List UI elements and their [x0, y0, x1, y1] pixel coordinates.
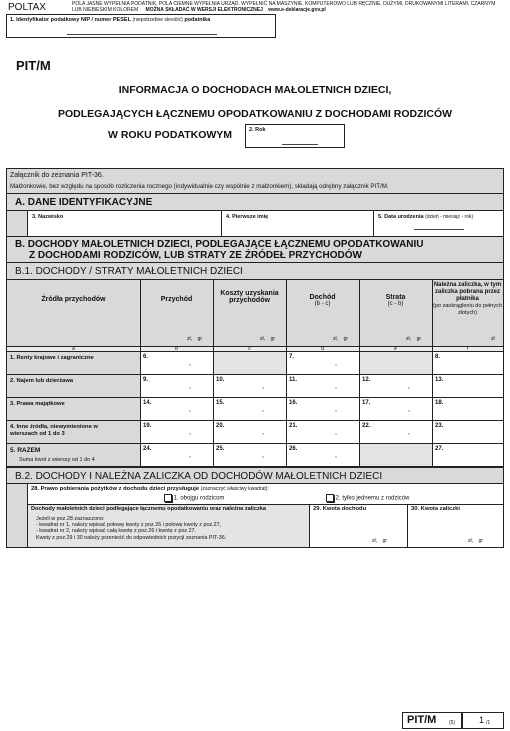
hdr-zlgr-e: zł, gr	[406, 336, 422, 342]
birth-date-label: 5. Data urodzenia	[378, 214, 424, 220]
letter-d: d	[321, 346, 324, 352]
instruction-line: - kwadrat nr 2, należy wpisać całą kwotę z poz.26 i kwotę z poz.27.	[36, 528, 196, 535]
section-b2-title: B.2. DOCHODY I NALEŻNA ZALICZKA OD DOCHODÓW MAŁOLETNICH DZIECI	[15, 471, 383, 482]
col-divider	[359, 280, 360, 474]
hdr-zl-f: zł	[491, 336, 495, 342]
field-16[interactable]: 16. ,	[286, 398, 359, 420]
field-19[interactable]: 19. ,	[140, 421, 213, 443]
field-15[interactable]: 15. ,	[213, 398, 286, 420]
footer-page: 1	[479, 715, 485, 725]
instruction-line: Kwoty z poz.29 i 30 należy przenieść do odpowiednich pozycji zeznania PIT-36.	[36, 534, 227, 541]
col-profit-label: Dochód	[309, 294, 336, 301]
section-b-title-line2: Z DOCHODAMI RODZICÓW, LUB STRATY ZE ŹRÓDEŁ PRZYCHODÓW	[29, 250, 362, 261]
checkbox-one[interactable]	[326, 494, 334, 502]
field-27[interactable]: 27.	[432, 444, 503, 466]
footer-version: (5)	[449, 720, 456, 726]
col-profit-sub: (b - c)	[314, 301, 331, 307]
instruction-line: - kwadrat nr 1, należy wpisać połowę kwoty z poz.26 i połowę kwoty z poz.27,	[36, 522, 222, 529]
col-advance-sub: (po zaokrągleniu do pełnych złotych)	[433, 303, 502, 316]
field-blank-e1	[359, 352, 432, 374]
option-both-parents[interactable]	[164, 494, 224, 502]
footer-pages: /1	[486, 720, 491, 726]
field-blank-e5	[359, 444, 432, 466]
letter-a: a	[72, 346, 75, 352]
form-title-line3: W ROKU PODATKOWYM	[108, 129, 233, 141]
field-25[interactable]: 25. ,	[213, 444, 286, 466]
footer-page-box	[462, 712, 504, 729]
letter-c: c	[248, 346, 251, 352]
row-label: 1. Renty krajowe i zagraniczne	[10, 355, 94, 361]
letter-b: b	[175, 346, 178, 352]
table-row	[7, 444, 503, 467]
field-22[interactable]: 22. ,	[359, 421, 432, 443]
col-costs: Koszty uzyskania przychodów	[220, 290, 279, 304]
hdr-zlgr-b: zł, gr	[187, 336, 203, 342]
option-one-parent[interactable]	[326, 494, 409, 502]
field-30[interactable]: 30. Kwota zaliczki zł, gr	[407, 505, 503, 547]
col-loss-sub: (c - b)	[387, 301, 404, 307]
nip-field[interactable]	[6, 14, 276, 38]
year-label: 2. Rok	[249, 127, 266, 133]
b2-instructions	[27, 505, 309, 547]
electronic-note: MOŻNA SKŁADAĆ W WERSJI ELEKTRONICZNEJ	[145, 7, 263, 13]
field-14[interactable]: 14. ,	[140, 398, 213, 420]
year-ticks	[282, 141, 318, 145]
b2-body	[7, 484, 503, 547]
surname-field[interactable]	[28, 211, 222, 236]
field-12[interactable]: 12. ,	[359, 375, 432, 397]
table-row	[7, 398, 503, 421]
field-26[interactable]: 26. ,	[286, 444, 359, 466]
field-6[interactable]: 6. ,	[140, 352, 213, 374]
form-title-line2: PODLEGAJĄCYCH ŁĄCZNEMU OPODATKOWANIU Z DOCHODAMI RODZICÓW	[57, 108, 453, 120]
field-8[interactable]: 8.	[432, 352, 503, 374]
section-b-header	[7, 237, 503, 263]
field-20[interactable]: 20. ,	[213, 421, 286, 443]
field-28-label: 28. Prawo pobierania pożytków z dochodu dzieci przysługuje	[31, 486, 200, 492]
field-11[interactable]: 11. ,	[286, 375, 359, 397]
main-form	[6, 168, 504, 548]
form-title-line1: INFORMACJA O DOCHODACH MAŁOLETNICH DZIECI,	[118, 84, 392, 96]
col-divider	[140, 280, 141, 474]
table-row	[7, 375, 503, 398]
table-row	[7, 421, 503, 444]
hdr-zlgr-c: zł, gr	[260, 336, 276, 342]
field-13[interactable]: 13.	[432, 375, 503, 397]
b2-row-label: Dochody małoletnich dzieci podlegające łącznemu opodatkowaniu oraz należna zaliczka	[31, 506, 266, 512]
row-label: 3. Prawa majątkowe	[10, 401, 65, 407]
checkbox-both[interactable]	[164, 494, 172, 502]
field-23[interactable]: 23.	[432, 421, 503, 443]
field-29-label: 29. Kwota dochodu	[313, 506, 367, 512]
row-label: 5. RAZEM	[10, 447, 41, 454]
nip-label: 1. Identyfikator podatkowy NIP / numer PESEL	[10, 17, 131, 23]
field-24[interactable]: 24. ,	[140, 444, 213, 466]
col-advance-label: Należna zaliczka, w tym zaliczka pobrana przez płatnika	[433, 282, 502, 302]
instruction-line: Jeżeli w poz.28 zaznaczono:	[36, 516, 105, 522]
row-label: 2. Najem lub dzierżawa	[10, 378, 74, 384]
footer-code-box	[402, 712, 462, 729]
col-advance	[432, 282, 503, 317]
field-29[interactable]: 29. Kwota dochodu zł, gr	[309, 505, 407, 547]
section-b-title-line1: B. DOCHODY MAŁOLETNICH DZIECI, PODLEGAJĄCE ŁĄCZNEMU OPODATKOWANIU	[15, 239, 424, 250]
birth-date-note: (dzień - miesiąc - rok)	[425, 214, 474, 220]
section-a-row	[7, 211, 503, 237]
b1-table	[7, 280, 503, 474]
table-row	[7, 352, 503, 375]
field-blank-c1	[213, 352, 286, 374]
attachment-note	[7, 169, 503, 194]
row-label: 4. Inne źródła, niewymienione w wierszach od 1 do 3	[10, 424, 98, 437]
col-divider	[432, 280, 433, 474]
birth-date-ticks	[414, 226, 464, 230]
section-a-title: A. DANE IDENTYFIKACYJNE	[15, 197, 153, 208]
attachment-line1: Załącznik do zeznania PIT-36.	[10, 172, 104, 179]
letter-e: e	[394, 346, 397, 352]
section-b1-header	[7, 263, 503, 280]
col-loss-label: Strata	[385, 294, 406, 301]
col-divider	[286, 280, 287, 474]
option-one-label: 2. tylko jednemu z rodziców	[335, 495, 410, 502]
footer-code: PIT/M	[407, 714, 437, 726]
brand: POLTAX	[8, 2, 46, 13]
field-30-label: 30. Kwota zaliczki	[411, 506, 460, 512]
surname-label: 3. Nazwisko	[32, 214, 64, 220]
col-source: Źródła przychodów	[41, 296, 106, 303]
form-code: PIT/M	[16, 58, 51, 73]
col-divider	[213, 280, 214, 474]
website-link[interactable]: www.e-deklaracje.gov.pl	[268, 7, 326, 13]
hdr-zlgr-d: zł, gr	[333, 336, 349, 342]
option-both-label: 1. obojgu rodzicom	[173, 495, 225, 502]
field-9[interactable]: 9. ,	[140, 375, 213, 397]
col-income: Przychód	[160, 296, 193, 303]
instruction-text: POLA JASNE WYPEŁNIA PODATNIK, POLA CIEMNE WYPEŁNIA URZĄD. WYPEŁNIĆ NA MASZYNIE, KOMPUTEROWO LUB RĘCZNIE, DUŻYMI, DRUKOWANYMI LITERAMI, CZARNYM LUB NIEBIESKIM KOLOREM	[72, 1, 496, 13]
field-18[interactable]: 18.	[432, 398, 503, 420]
field-28	[27, 484, 503, 505]
b1-col-headers	[7, 280, 503, 346]
nip-suffix: podatnika	[184, 17, 211, 23]
birth-date-field[interactable]	[374, 211, 504, 236]
attachment-line2: Małżonkowie, bez względu na sposób rozliczenia rocznego (indywidualnie czy wspólnie z małżonkiem), składają odrębny załącznik PIT/M.	[10, 183, 389, 190]
field-10[interactable]: 10. ,	[213, 375, 286, 397]
section-b2-header	[7, 467, 503, 484]
year-field[interactable]	[245, 124, 345, 148]
section-a-header	[7, 194, 503, 211]
col-profit	[286, 294, 359, 307]
first-name-field[interactable]	[222, 211, 374, 236]
nip-ticks	[67, 31, 217, 35]
first-name-label: 4. Pierwsze imię	[226, 214, 269, 220]
letter-f: f	[466, 346, 469, 352]
field-28-note: (zaznaczyć właściwy kwadrat):	[200, 486, 269, 492]
row-sublabel: Suma kwot z wierszy od 1 do 4	[19, 457, 95, 463]
col-loss	[359, 294, 432, 307]
fill-instruction	[72, 1, 504, 13]
field-7[interactable]: 7. ,	[286, 352, 359, 374]
field-21[interactable]: 21. ,	[286, 421, 359, 443]
section-b1-title: B.1. DOCHODY / STRATY MAŁOLETNICH DZIECI	[15, 266, 243, 277]
nip-note: (niepotrzebne skreślić)	[132, 17, 183, 23]
field-17[interactable]: 17. ,	[359, 398, 432, 420]
